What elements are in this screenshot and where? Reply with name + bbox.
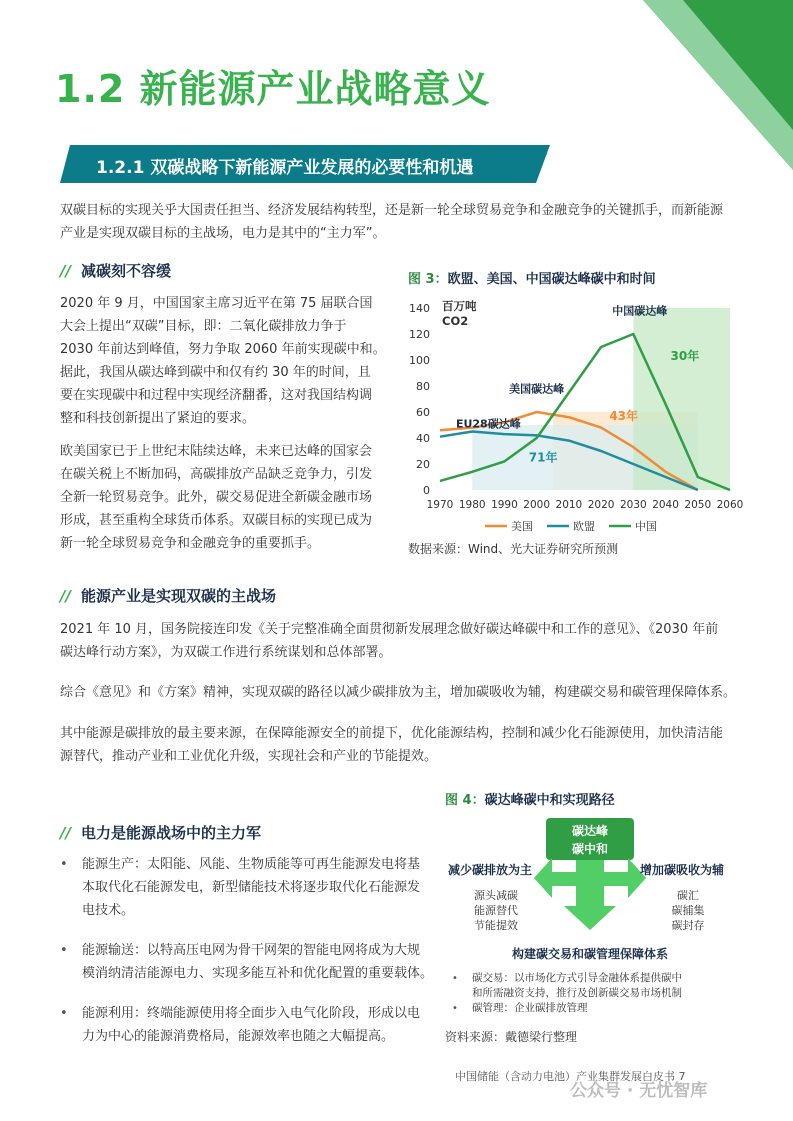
x-tick-label: 2020 [587,499,615,511]
left-item: 节能提效 [474,919,518,932]
y-axis-label: CO2 [442,314,469,328]
y-tick-label: 60 [416,406,430,419]
figure-3-source: 数据来源：Wind、光大证券研究所预测 [408,542,619,556]
page-footer: 中国储能（含动力电池）产业集群发展白皮书 7 [455,1070,686,1083]
figure-4-title: 图 4：碳达峰碳中和实现路径 [445,793,615,808]
right-item: 碳汇 [677,889,699,902]
slash-icon: // [60,262,71,280]
right-item: 碳捕集 [671,904,705,917]
x-tick-label: 1990 [491,499,518,511]
subheading-electricity: // 电力是能源战场中的主力军 [60,824,261,842]
center-text-2: 碳中和 [571,842,609,856]
intro-paragraph: 双碳目标的实现关乎大国责任担当、经济发展结构转型，还是新一轮全球贸易竞争和金融竞争的关键抓手，而新能源 产业是实现双碳目标的主战场，电力是其中的“主力军”。 [60,203,724,241]
watermark: 公众号 · 无忧智库 [570,1081,708,1101]
right-item: 碳封存 [671,919,705,932]
left-title: 减少碳排放为主 [448,863,533,877]
subheading-reduce-carbon: // 减碳刻不容缓 [60,262,171,280]
bottom-title: 构建碳交易和碳管理保障体系 [511,947,669,961]
bottom-item: 碳交易：以市场化方式引导金融体系提供碳中 [472,972,682,984]
annotation-eu-span: 71年 [528,450,558,465]
legend-label: 中国 [635,520,657,533]
slash-icon: // [60,824,71,842]
x-tick-label: 2010 [555,499,583,511]
x-tick-label: 2030 [619,499,647,511]
y-tick-label: 140 [409,302,430,315]
bullet-energy-production: • 能源生产：太阳能、风能、生物质能等可再生能源发电将基 本取代化石能源发电，新型储能技术将逐步取代化石能源发 电技术。 [60,857,421,918]
paragraph-path: 综合《意见》和《方案》精神，实现双碳的路径以减少碳排放为主，增加碳吸收为辅，构建碳交易和碳管理保障体系。 [60,685,737,700]
bullet-dot: • [452,973,458,984]
x-tick-label: 2050 [684,499,712,511]
corner-decoration [643,0,793,170]
bullet-energy-transmission: • 能源输送：以特高压电网为骨干网架的智能电网将成为大规 模消纳清洁能源电力、实现多能互补和优化配置的重要载体。 [60,943,434,981]
annotation-eu-peak: EU28碳达峰 [455,417,521,431]
annotation-cn-peak: 中国碳达峰 [612,304,668,318]
paragraph-state-council: 2021 年 10 月，国务院接连印发《关于完整准确全面贯彻新发展理念做好碳达峰碳中和工作的意见》、《2030 年前 碳达峰行动方案》，为双碳工作进行系统谋划和总体部署。 [60,622,719,660]
y-tick-label: 100 [409,354,430,367]
carbon-path-diagram [440,812,760,1052]
figure-4-source: 资料来源：戴德梁行整理 [445,1030,578,1044]
bullet-energy-use: • 能源利用：终端能源使用将全面步入电气化阶段，形成以电 力为中心的能源消费格局，能源效率也随之大幅提高。 [60,1006,421,1044]
direction-arrows-icon [534,858,646,930]
y-tick-label: 40 [416,432,430,445]
x-tick-label: 2040 [652,499,679,511]
slash-icon: // [60,587,71,605]
right-title: 增加碳吸收为辅 [640,863,725,877]
left-item: 源头减碳 [474,889,518,902]
y-tick-label: 120 [409,328,430,341]
annotation-us-peak: 美国碳达峰 [509,382,565,396]
section-title: 1.2.1 双碳战略下新能源产业发展的必要性和机遇 [96,158,474,178]
bottom-item: 碳管理：企业碳排放管理 [472,1002,588,1014]
left-item: 能源替代 [474,904,518,917]
bottom-item: 和所需融资支持，推行及创新碳交易市场机制 [472,987,682,999]
paragraph-dual-carbon-goal: 2020 年 9 月，中国国家主席习近平在第 75 届联合国 大会上提出“双碳”目标，即：二氧化碳排放力争于 2030 年前达到峰值，努力争取 2060 年前实现碳中和。 据此，我国从碳达峰到碳中和仅有约 30 年的时间，且 要在实现碳中和过程中实现经济翻番，这对我国结构调 整和科技创新提出了紧迫的要求。 [60,296,386,426]
figure-3-title: 图 3：欧盟、美国、中国碳达峰碳中和时间 [408,272,656,287]
x-tick-label: 2000 [523,499,551,511]
y-tick-label: 0 [423,484,430,497]
y-tick-label: 80 [416,380,430,393]
y-axis-label: 百万吨 [442,299,477,313]
paragraph-western-peak: 欧美国家已于上世纪末陆续达峰，未来已达峰的国家会 在碳关税上不断加码，高碳排放产品缺乏竞争力，引发 全新一轮贸易竞争。此外，碳交易促进全新碳金融市场 形成，甚至重构全球货币体系。双碳目标的实现已成为 新一轮全球贸易竞争和金融竞争的重要抓手。 [60,444,373,551]
x-tick-label: 2060 [716,499,744,511]
section-title-bar [60,145,550,183]
annotation-us-span: 43年 [609,408,639,423]
x-tick-label: 1970 [426,499,454,511]
chart-band [633,308,730,490]
legend-label: 美国 [511,520,533,533]
annotation-cn-span: 30年 [670,349,700,363]
y-tick-label: 20 [416,458,430,471]
bullet-dot: • [452,1003,458,1014]
x-tick-label: 1980 [458,499,486,511]
paragraph-energy-source: 其中能源是碳排放的最主要来源，在保障能源安全的前提下，优化能源结构，控制和减少化石能源使用，加快清洁能 源替代，推动产业和工业优化升级，实现社会和产业的节能提效。 [60,726,724,764]
carbon-peak-chart [400,290,745,540]
subheading-energy-battlefield: // 能源产业是实现双碳的主战场 [60,587,276,605]
page-title: 1.2 新能源产业战略意义 [55,67,491,111]
legend-label: 欧盟 [573,520,595,533]
center-text-1: 碳达峰 [571,824,609,838]
